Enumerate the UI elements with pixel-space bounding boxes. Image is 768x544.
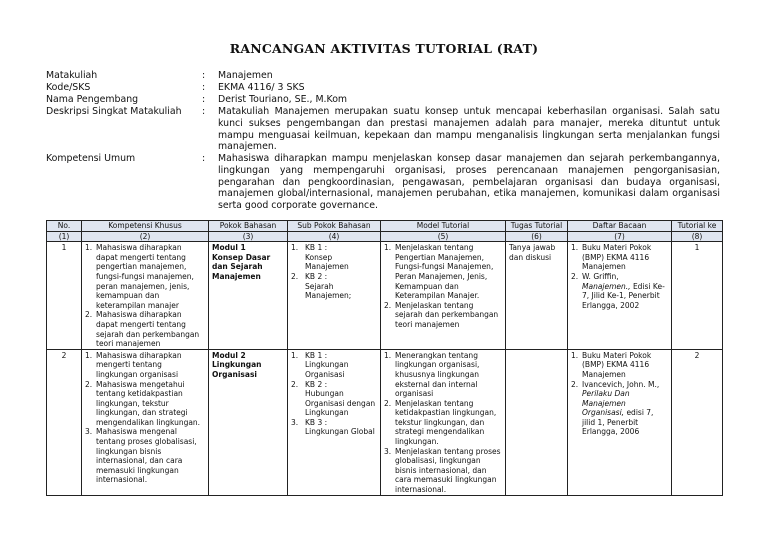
item-number: 1. — [85, 350, 93, 360]
meta-value: Manajemen — [218, 70, 273, 81]
item-text: Mahasiswa diharapkan mengerti tentang lingkungan organisasi — [96, 350, 182, 379]
item-number: 1. — [291, 243, 299, 253]
header-cell: Sub Pokok Bahasan — [288, 221, 381, 232]
cell-model-tutorial — [381, 349, 506, 495]
ref-details: Edisi Ke-7, Jilid Ke-1, Penerbit Erlangga, 2002 — [582, 281, 665, 310]
item-number: 2. — [85, 379, 93, 389]
list-item — [571, 272, 668, 310]
header-number: (7) — [568, 231, 672, 242]
item-number: 2. — [384, 300, 392, 310]
pokok-bahasan-title: Lingkungan Organisasi — [212, 360, 262, 379]
meta-colon: : — [202, 153, 206, 164]
header-number: (3) — [209, 231, 288, 242]
meta-label: Kode/SKS — [46, 82, 91, 93]
item-text: Buku Materi Pokok (BMP) EKMA 4116 Manajemen — [582, 243, 652, 272]
kb-label: KB 2 : — [305, 379, 328, 389]
header-number: (5) — [381, 231, 506, 242]
list-item — [291, 418, 377, 437]
item-number: 3. — [384, 446, 392, 456]
header-number: (2) — [82, 231, 209, 242]
list-item — [291, 351, 377, 380]
meta-label: Kompetensi Umum — [46, 153, 136, 164]
list-item — [85, 243, 205, 310]
cell-sub-pokok — [288, 242, 381, 350]
item-text: Lingkungan Organisasi — [305, 360, 349, 379]
table-row — [47, 349, 723, 495]
list-item — [85, 427, 205, 485]
item-text: Lingkungan Global — [305, 427, 375, 437]
item-number: 2. — [85, 310, 93, 320]
header-cell: Tugas Tutorial — [506, 221, 568, 232]
ref-title: Manajemen., — [582, 281, 631, 291]
list-item — [291, 272, 377, 301]
list-item — [291, 380, 377, 418]
list-item — [571, 380, 668, 438]
meta-value: Mahasiswa diharapkan mampu menjelaskan konsep dasar manajemen dan sejarah perkembangannya, lingkungan yang mempengaruhi organisasi, proses perencanaan manajemen pengorganisasian, pengarahan dan pengkoordinasian, pengawasan, pembelajaran organisasi dan budaya organisasi, manajemen global/internasional, manajemen perubahan, etika manajemen, komunikasi dalam organisasi serta good corporate governance. — [218, 153, 720, 212]
item-number: 2. — [384, 398, 392, 408]
list-item — [384, 399, 502, 447]
header-row — [47, 221, 723, 232]
list-item — [571, 351, 668, 380]
meta-value: EKMA 4116/ 3 SKS — [218, 82, 305, 93]
kb-label: KB 3 : — [305, 417, 328, 427]
list-item — [384, 243, 502, 301]
cell-pokok-bahasan — [209, 242, 288, 350]
header-cell: Pokok Bahasan — [209, 221, 288, 232]
meta-colon: : — [202, 82, 206, 93]
table-row — [47, 242, 723, 350]
meta-label: Nama Pengembang — [46, 94, 139, 105]
item-text: Menjelaskan tentang proses globalisasi, lingkungan bisnis internasional, dan cara memasuki lingkungan internasional. — [395, 446, 501, 495]
item-number: 2. — [291, 271, 299, 281]
header-cell: Kompetensi Khusus — [82, 221, 209, 232]
cell-kompetensi — [82, 242, 209, 350]
list-item — [384, 351, 502, 399]
item-text: Menjelaskan tentang Pengertian Manajemen, Fungsi-fungsi Manajemen, Peran Manajemen, Jenis, Kemampuan dan Keterampilan Manajer. — [395, 243, 494, 301]
item-number: 3. — [85, 427, 93, 437]
ref-author: Ivancevich, John. M., — [582, 379, 660, 389]
item-number: 1. — [291, 350, 299, 360]
item-number: 1. — [571, 350, 579, 360]
ref-title: Perilaku Dan Manajemen Organisasi, — [582, 389, 630, 418]
list-item — [85, 380, 205, 428]
item-text: Konsep Manajemen — [305, 252, 349, 272]
list-item — [384, 301, 502, 330]
cell-no: 2 — [47, 349, 82, 495]
modul-label: Modul 1 — [212, 243, 246, 253]
item-text: Mahasiswa diharapkan dapat mengerti tentang pengertian manajemen, fungsi-fungsi manajemen, peran manajemen, jenis, kemampuan dan keterampilan manajer — [96, 243, 194, 310]
cell-kompetensi — [82, 349, 209, 495]
meta-colon: : — [202, 106, 206, 117]
meta-label: Matakuliah — [46, 70, 98, 81]
item-text: Hubungan Organisasi dengan Lingkungan — [305, 389, 376, 418]
header-number: (1) — [47, 231, 82, 242]
item-text: Menjelaskan tentang sejarah dan perkembangan teori manajemen — [395, 300, 499, 329]
item-number: 1. — [571, 243, 579, 253]
list-item — [384, 447, 502, 495]
item-text: Menjelaskan tentang ketidakpastian lingkungan, tekstur lingkungan, dan strategi mengendalikan lingkungan. — [395, 398, 497, 447]
item-text: Mahasiswa mengetahui tentang ketidakpastian lingkungan, tekstur lingkungan, dan strategi mengendalikan lingkungan. — [96, 379, 201, 427]
cell-tutorial-ke: 1 — [672, 242, 723, 350]
meta-value: Derist Touriano, SE., M.Kom — [218, 94, 348, 105]
header-cell: No. — [47, 221, 82, 232]
cell-daftar-bacaan — [568, 349, 672, 495]
header-number: (4) — [288, 231, 381, 242]
header-cell: Tutorial ke — [672, 221, 723, 232]
item-number: 2. — [571, 379, 579, 389]
item-number: 2. — [291, 379, 299, 389]
list-item — [291, 243, 377, 272]
kb-label: KB 1 : — [305, 243, 328, 253]
cell-no: 1 — [47, 242, 82, 350]
header-cell: Daftar Bacaan — [568, 221, 672, 232]
header-number: (6) — [506, 231, 568, 242]
kb-label: KB 1 : — [305, 350, 328, 360]
cell-model-tutorial — [381, 242, 506, 350]
cell-sub-pokok — [288, 349, 381, 495]
list-item — [85, 351, 205, 380]
list-item — [85, 310, 205, 348]
document-title: RANCANGAN AKTIVITAS TUTORIAL (RAT) — [229, 41, 539, 56]
meta-value: Matakuliah Manajemen merupakan suatu konsep untuk mencapai keberhasilan organisasi. Salah satu kunci sukses pengembangan dan prestasi manajemen adalah para manajer, mereka dituntut untuk mampu menguasai keilmuan, kepekaan dan mampu menganalisis lingkungan serta menjalankan fungsi manajemen. — [218, 106, 720, 153]
cell-daftar-bacaan — [568, 242, 672, 350]
cell-pokok-bahasan — [209, 349, 288, 495]
cell-tugas — [506, 349, 568, 495]
item-text: Mahasiswa diharapkan dapat mengerti tentang sejarah dan perkembangan teori manajemen — [96, 310, 200, 349]
meta-label: Deskripsi Singkat Matakuliah — [46, 106, 182, 117]
header-number: (8) — [672, 231, 723, 242]
item-number: 1. — [85, 243, 93, 253]
item-text: Sejarah Manajemen; — [305, 281, 352, 301]
ref-details: edisi 7, jilid 1, Penerbit Erlangga, 2006 — [582, 408, 654, 437]
item-text: Mahasiswa mengenal tentang proses globalisasi, lingkungan bisnis internasional, dan cara memasuki lingkungan internasional. — [96, 427, 197, 485]
kb-label: KB 2 : — [305, 271, 328, 281]
item-text: Buku Materi Pokok (BMP) EKMA 4116 Manajemen — [582, 350, 652, 379]
header-cell: Model Tutorial — [381, 221, 506, 232]
meta-colon: : — [202, 94, 206, 105]
pokok-bahasan-title: Konsep Dasar dan Sejarah Manajemen — [212, 252, 271, 281]
item-number: 1. — [384, 350, 392, 360]
header-number-row — [47, 231, 723, 242]
ref-author: W. Griffin, — [582, 271, 619, 281]
item-text: Menerangkan tentang lingkungan organisasi, khususnya lingkungan eksternal dan internal organisasi — [395, 350, 480, 399]
item-number: 2. — [571, 271, 579, 281]
cell-tugas: Tanya jawab dan diskusi — [506, 242, 568, 350]
meta-colon: : — [202, 70, 206, 81]
rat-table — [46, 220, 723, 496]
item-number: 3. — [291, 417, 299, 427]
item-number: 1. — [384, 243, 392, 253]
cell-tutorial-ke: 2 — [672, 349, 723, 495]
list-item — [571, 243, 668, 272]
modul-label: Modul 2 — [212, 350, 246, 360]
